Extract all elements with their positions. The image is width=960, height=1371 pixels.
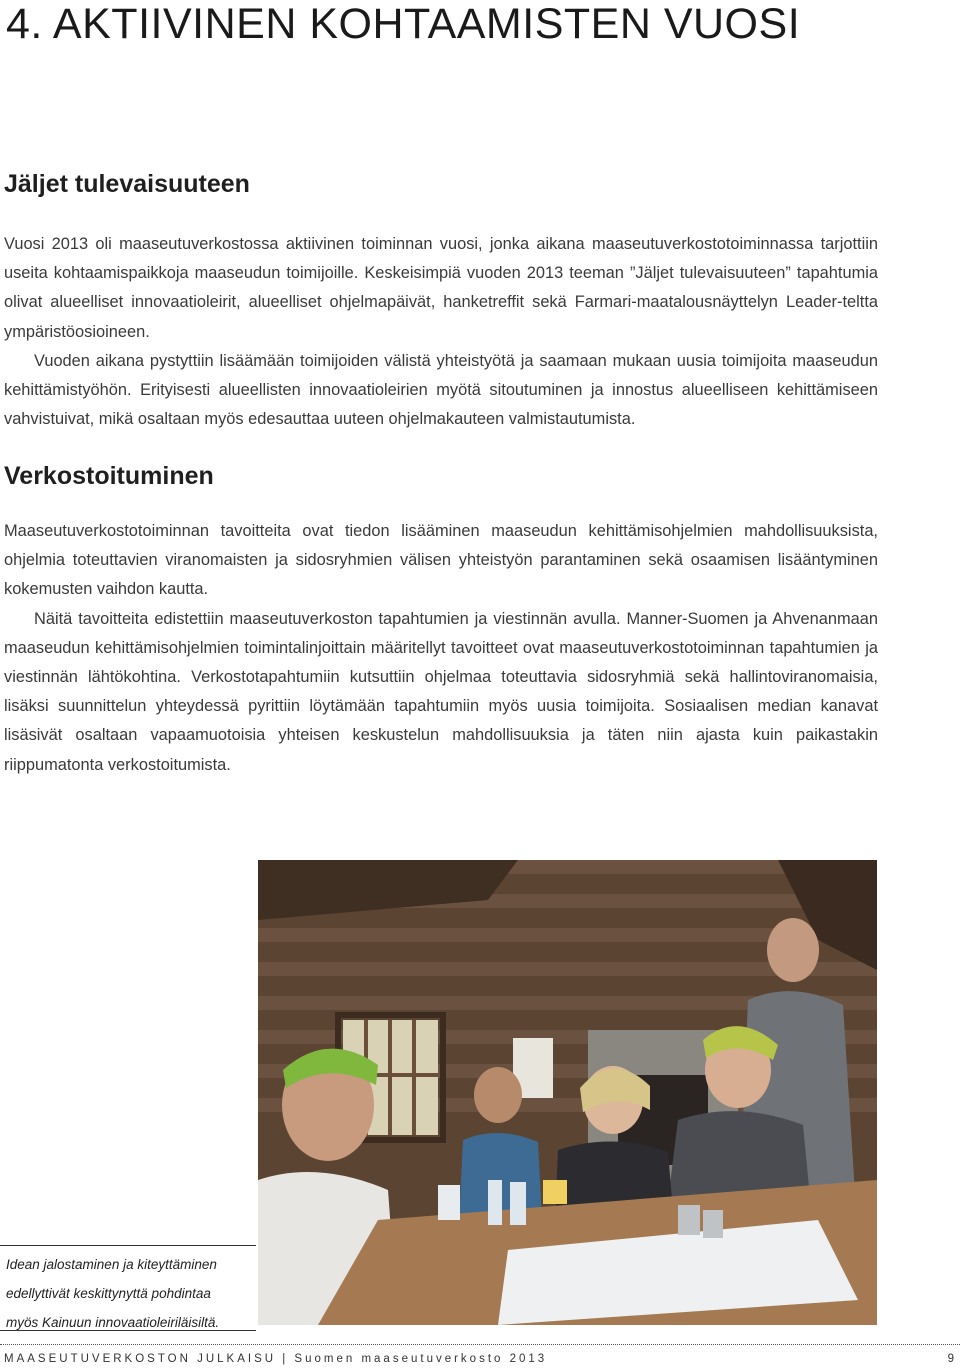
paragraph: Vuoden aikana pystyttiin lisäämään toimijoiden välistä yhteistyötä ja saamaan mukaan uusia toimijoita maaseudun kehittämistyöhön. Erityisesti alueellisten innovaatioleirien myötä sitoutuminen ja innostus alueelliseen kehittämiseen vahvistuivat, mikä osaltaan myös edesauttaa uuteen ohjelmakauteen valmistautumista. (4, 351, 878, 429)
section-heading-verkostoituminen: Verkostoituminen (4, 462, 214, 490)
paragraph: Näitä tavoitteita edistettiin maaseutuverkoston tapahtumien ja viestinnän avulla. Manner-Suomen ja Ahvenanmaan maaseudun kehittämisohjelmien toimintalinjoittain määritellyt tavoitteet ovat maaseutuverkostotoiminnan tapahtumien ja viestinnän lähtökohtina. Verkostotapahtumiin kutsuttiin ohjelmaa toteuttavia sidosryhmiä sekä hallintoviranomaisia, lisäksi suunnittelun yhteydessä pyrittiin löytämään tapahtumiin myös uusia toimijoita. Sosiaalisen median kanavat lisäsivät osaltaan vapaamuotoisia yhteisen keskustelun mahdollisuuksia ja täten niin ajasta kuin paikastakin riippumatonta verkostoitumista. (4, 609, 878, 774)
footer-publication: MAASEUTUVERKOSTON JULKAISU | Suomen maaseutuverkosto 2013 (4, 1353, 548, 1365)
paragraph: Maaseutuverkostotoiminnan tavoitteita ovat tiedon lisääminen maaseudun kehittämisohjelmien mahdollisuuksista, ohjelmia toteuttavien viranomaisten ja sidosryhmien välisen yhteistyön parantaminen sekä osaamisen lisääntyminen kokemusten vaihdon kautta. (4, 522, 878, 599)
page-number: 9 (947, 1353, 954, 1365)
caption-line: edellyttivät keskittynyttä pohdintaa (6, 1286, 211, 1301)
paragraph: Vuosi 2013 oli maaseutuverkostossa aktiivinen toiminnan vuosi, jonka aikana maaseutuverkostotoiminnassa tarjottiin useita kohtaamispaikkoja maaseudun toimijoille. Keskeisimpiä vuoden 2013 teeman ”Jäljet tulevaisuuteen” tapahtumia olivat alueelliset innovaatioleirit, alueelliset ohjelmapäivät, hanketreffit sekä Farmari-maatalousnäyttelyn Leader-teltta ympäristöosioineen. (4, 235, 878, 341)
chapter-title: 4. AKTIIVINEN KOHTAAMISTEN VUOSI (6, 0, 801, 48)
caption-line: Idean jalostaminen ja kiteyttäminen (6, 1257, 217, 1272)
section-heading-jaljet: Jäljet tulevaisuuteen (4, 170, 250, 198)
footer-divider (0, 1344, 960, 1345)
caption-line: myös Kainuun innovaatioleiriläisiltä. (6, 1315, 220, 1330)
photo-caption (0, 1245, 256, 1331)
section-body-jaljet (4, 230, 878, 434)
section-body-verkostoituminen (4, 517, 878, 780)
workshop-photo (258, 860, 877, 1325)
